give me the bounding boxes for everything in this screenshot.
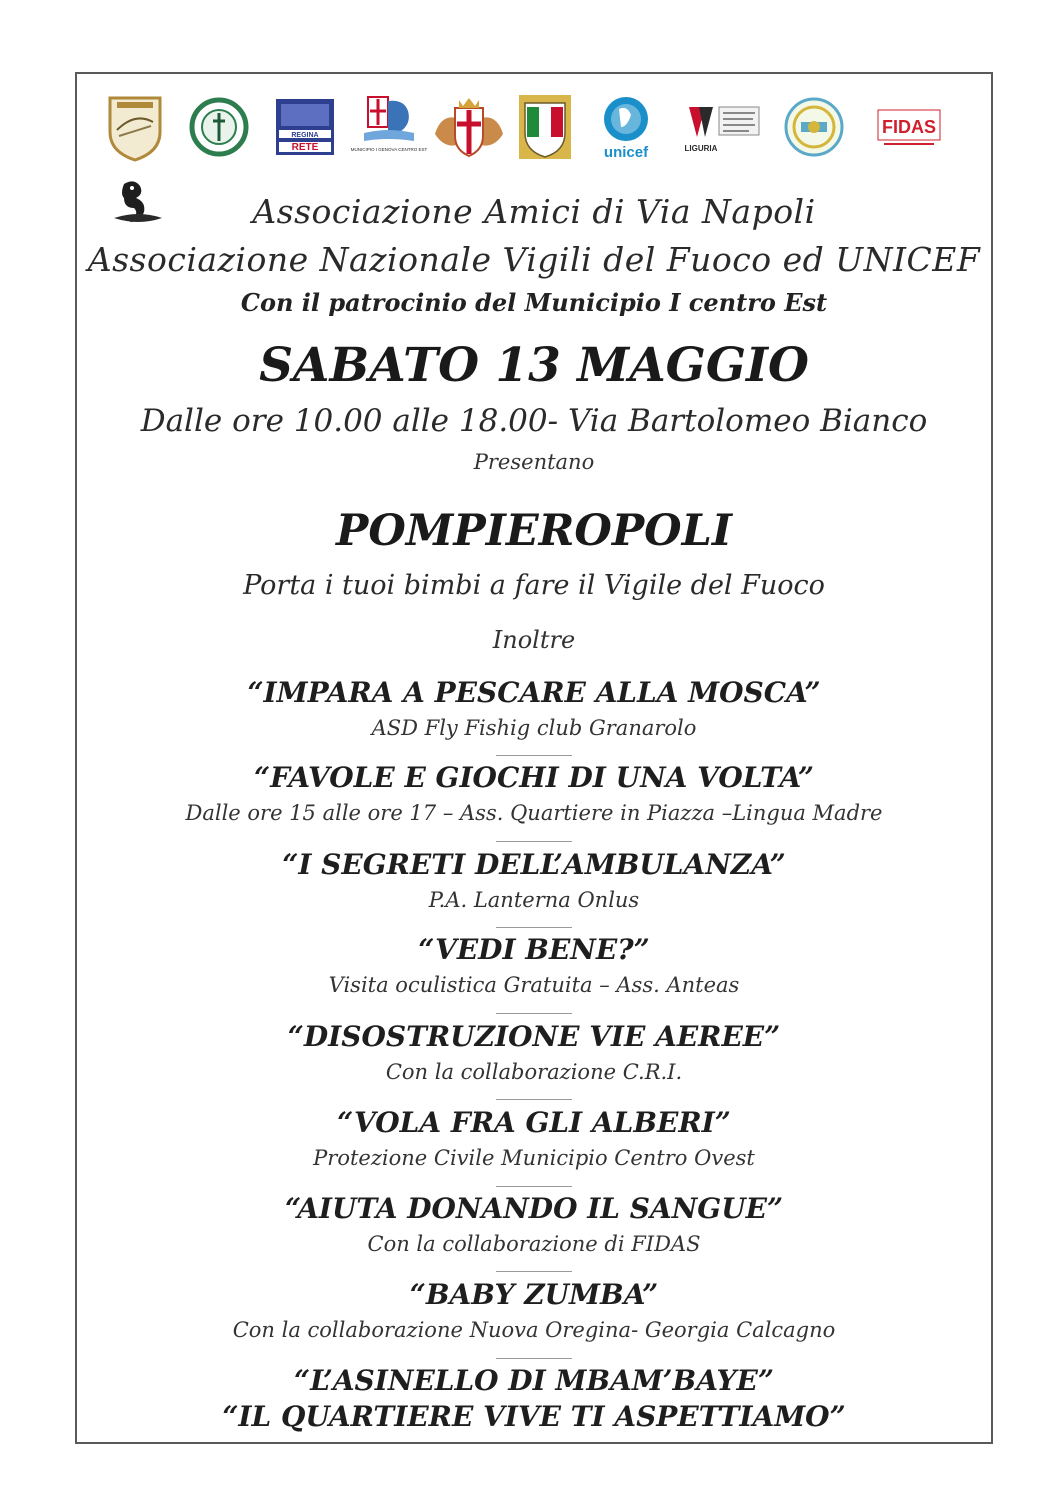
unicef-logo xyxy=(590,92,662,162)
activity-subtitle: P.A. Lanterna Onlus xyxy=(428,888,640,912)
activity-separator xyxy=(496,1358,572,1359)
main-title: POMPIEROPOLI xyxy=(336,506,732,556)
activity-title: “AIUTA DONANDO IL SANGUE” xyxy=(284,1192,784,1225)
patronage-line: Con il patrocinio del Municipio I centro Est xyxy=(240,288,828,317)
oregina-in-rete-logo xyxy=(274,92,336,162)
activity-separator xyxy=(496,755,572,756)
municipio-logo-caption: MUNICIPIO I GENOVA CENTRO EST xyxy=(350,147,428,152)
activity-subtitle: Visita oculistica Gratuita – Ass. Anteas xyxy=(328,973,740,997)
unicef-logo-text: unicef xyxy=(603,144,649,161)
oregina-logo-text: REGINA xyxy=(291,132,319,139)
genova-coat-of-arms-logo xyxy=(430,92,508,162)
activity-title: “FAVOLE E GIOCHI DI UNA VOLTA” xyxy=(254,761,814,794)
inoltre-label: Inoltre xyxy=(492,626,576,654)
rete-logo-text: RETE xyxy=(291,142,319,153)
activity-separator xyxy=(496,1013,572,1014)
activity-title: “DISOSTRUZIONE VIE AEREE” xyxy=(287,1020,781,1053)
round-green-emblem-logo xyxy=(188,92,250,162)
round-association-badge-logo xyxy=(782,92,846,162)
event-hours-location: Dalle ore 10.00 alle 18.00- Via Bartolomeo Bianco xyxy=(140,403,928,439)
fly-fishing-club-logo xyxy=(104,92,166,162)
activity-separator xyxy=(496,1099,572,1100)
liguria-logo-text: LIGURIA xyxy=(684,144,718,153)
liguria-logo xyxy=(682,92,764,162)
activity-title: “VEDI BENE?” xyxy=(418,933,650,966)
presentano-label: Presentano xyxy=(473,450,595,474)
vigili-del-fuoco-shield-logo xyxy=(514,92,576,162)
activity-separator xyxy=(496,1271,572,1272)
main-tagline: Porta i tuoi bimbi a fare il Vigile del Fuoco xyxy=(243,570,825,601)
activity-separator xyxy=(496,927,572,928)
activity-title: “I SEGRETI DELL’AMBULANZA” xyxy=(282,848,786,881)
activity-subtitle: Con la collaborazione C.R.I. xyxy=(385,1060,683,1084)
closing-line-2: “IL QUARTIERE VIVE TI ASPETTIAMO” xyxy=(222,1400,846,1433)
activity-separator xyxy=(496,841,572,842)
sponsor-logo-row xyxy=(100,92,960,166)
association-line-2: Associazione Nazionale Vigili del Fuoco ed UNICEF xyxy=(87,240,981,279)
closing-line-1: “L’ASINELLO DI MBAM’BAYE” xyxy=(293,1364,774,1397)
fidas-logo xyxy=(872,92,946,162)
activity-title: “VOLA FRA GLI ALBERI” xyxy=(337,1106,731,1139)
activity-subtitle: Con la collaborazione di FIDAS xyxy=(367,1232,701,1256)
municipio-centro-est-logo xyxy=(350,92,428,162)
event-date: SABATO 13 MAGGIO xyxy=(259,338,809,393)
activity-title: “IMPARA A PESCARE ALLA MOSCA” xyxy=(247,676,821,709)
activity-subtitle: ASD Fly Fishig club Granarolo xyxy=(371,716,697,740)
activity-subtitle: Protezione Civile Municipio Centro Ovest xyxy=(313,1146,755,1170)
activity-separator xyxy=(496,1186,572,1187)
activity-title: “BABY ZUMBA” xyxy=(409,1278,659,1311)
activity-subtitle: Dalle ore 15 alle ore 17 – Ass. Quartiere in Piazza –Lingua Madre xyxy=(185,801,883,825)
association-line-1: Associazione Amici di Via Napoli xyxy=(252,192,816,231)
fidas-logo-text: FIDAS xyxy=(882,117,936,137)
activity-subtitle: Con la collaborazione Nuova Oregina- Georgia Calcagno xyxy=(232,1318,836,1342)
